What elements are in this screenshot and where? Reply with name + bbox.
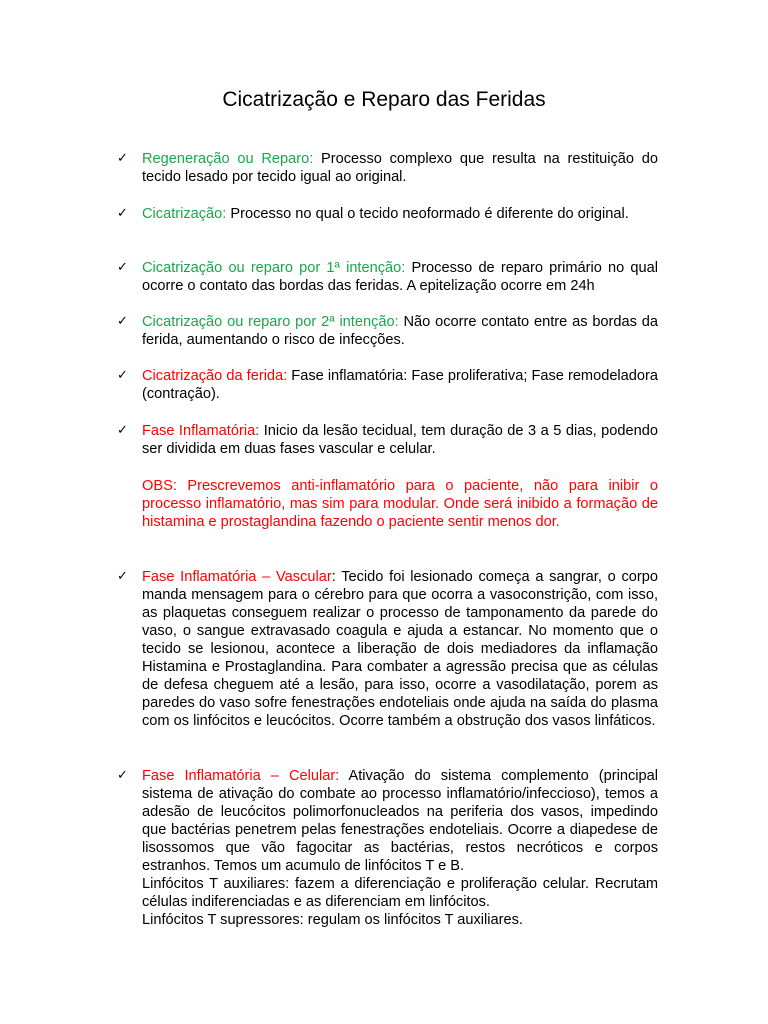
checkmark-icon: ✓ [117, 368, 128, 383]
checkmark-icon: ✓ [117, 151, 128, 166]
item-term: Cicatrização ou reparo por 1ª intenção: [142, 260, 406, 276]
item-text [142, 313, 658, 349]
item-text [142, 259, 658, 295]
item-term: Fase Inflamatória: [142, 423, 260, 439]
item-body: Inicio da lesão tecidual, tem duração de 3 a 5 dias, podendo ser dividida em duas fases vascular e celular. [142, 423, 658, 457]
checkmark-icon: ✓ [117, 768, 128, 783]
item-body: : Tecido foi lesionado começa a sangrar, o corpo manda mensagem para o cérebro para que ocorra a vasoconstrição, com isso, as plaquetas conseguem realizar o processo de tamponamento da parede do vaso, o sangue extravasado coagula e ajuda a estancar. No momento que o tecido se lesionou, acontece a liberação de dois mediadores da inflamação Histamina e Prostaglandina. Para combater a agressão precisa que as células de defesa cheguem até a lesão, para isso, ocorre a vasodilatação, porem as paredes do vaso sofre fenestrações endoteliais onde ajuda na saída do plasma com os linfócitos e leucócitos. Ocorre também a obstrução dos vasos linfáticos. [142, 569, 658, 729]
item-body: Processo no qual o tecido neoformado é diferente do original. [226, 206, 629, 222]
item-text [142, 205, 658, 223]
linfocitos-auxiliares-text: Linfócitos T auxiliares: fazem a diferenciação e proliferação celular. Recrutam células indiferenciadas e as diferenciam em linfócitos. [142, 876, 658, 910]
list-item-fase-celular [117, 767, 658, 929]
item-body: Processo complexo que resulta na restituição do tecido lesado por tecido igual ao original. [142, 151, 658, 185]
page-title: Cicatrização e Reparo das Feridas [222, 88, 546, 111]
list-item-cicatrizacao-ferida [117, 367, 658, 403]
list-item-regeneracao [117, 150, 658, 186]
item-body: Fase inflamatória: Fase proliferativa; Fase remodeladora (contração). [142, 368, 659, 402]
item-term: Cicatrização: [142, 206, 227, 222]
list-item-fase-vascular [117, 568, 658, 730]
item-term: Fase Inflamatória – Celular: [142, 768, 340, 784]
linfocitos-supressores-text: Linfócitos T supressores: regulam os linfócitos T auxiliares. [142, 912, 523, 928]
item-text [142, 150, 658, 186]
checkmark-icon: ✓ [117, 206, 128, 221]
item-term: Fase Inflamatória – Vascular [142, 569, 332, 585]
list-item-cicatrizacao [117, 205, 658, 223]
checkmark-icon: ✓ [117, 423, 128, 438]
item-text [142, 422, 658, 458]
obs-note: OBS: Prescrevemos anti-inflamatório para o paciente, não para inibir o processo inflamatório, mas sim para modular. Onde será inibido a formação de histamina e prostaglandina fazendo o paciente sentir menos dor. [142, 478, 658, 530]
list-item-primeira-intencao [117, 259, 658, 295]
item-text [142, 767, 658, 929]
item-body: Ativação do sistema complemento (principal sistema de ativação do combate ao processo inflamatório/infeccioso), temos a adesão de leucócitos polimorfonucleados na periferia dos vasos, impedindo que bactérias penetrem pelas fenestrações endoteliais. Ocorre a diapedese de lisossomos que vão fagocitar as bactérias, restos necróticos e corpos estranhos. Temos um acumulo de linfócitos T e B. [142, 768, 658, 874]
checkmark-icon: ✓ [117, 569, 128, 584]
item-body: Processo de reparo primário no qual ocorre o contato das bordas das feridas. A epitelização ocorre em 24h [142, 260, 658, 294]
item-term: Regeneração ou Reparo: [142, 151, 314, 167]
item-term: Cicatrização da ferida: [142, 368, 288, 384]
item-term: Cicatrização ou reparo por 2ª intenção: [142, 314, 399, 330]
item-text [142, 367, 658, 403]
checkmark-icon: ✓ [117, 260, 128, 275]
item-body: Não ocorre contato entre as bordas da ferida, aumentando o risco de infecções. [142, 314, 658, 348]
list-item-fase-inflamatoria [117, 422, 658, 458]
list-item-segunda-intencao [117, 313, 658, 349]
item-text [142, 568, 658, 730]
checkmark-icon: ✓ [117, 314, 128, 329]
